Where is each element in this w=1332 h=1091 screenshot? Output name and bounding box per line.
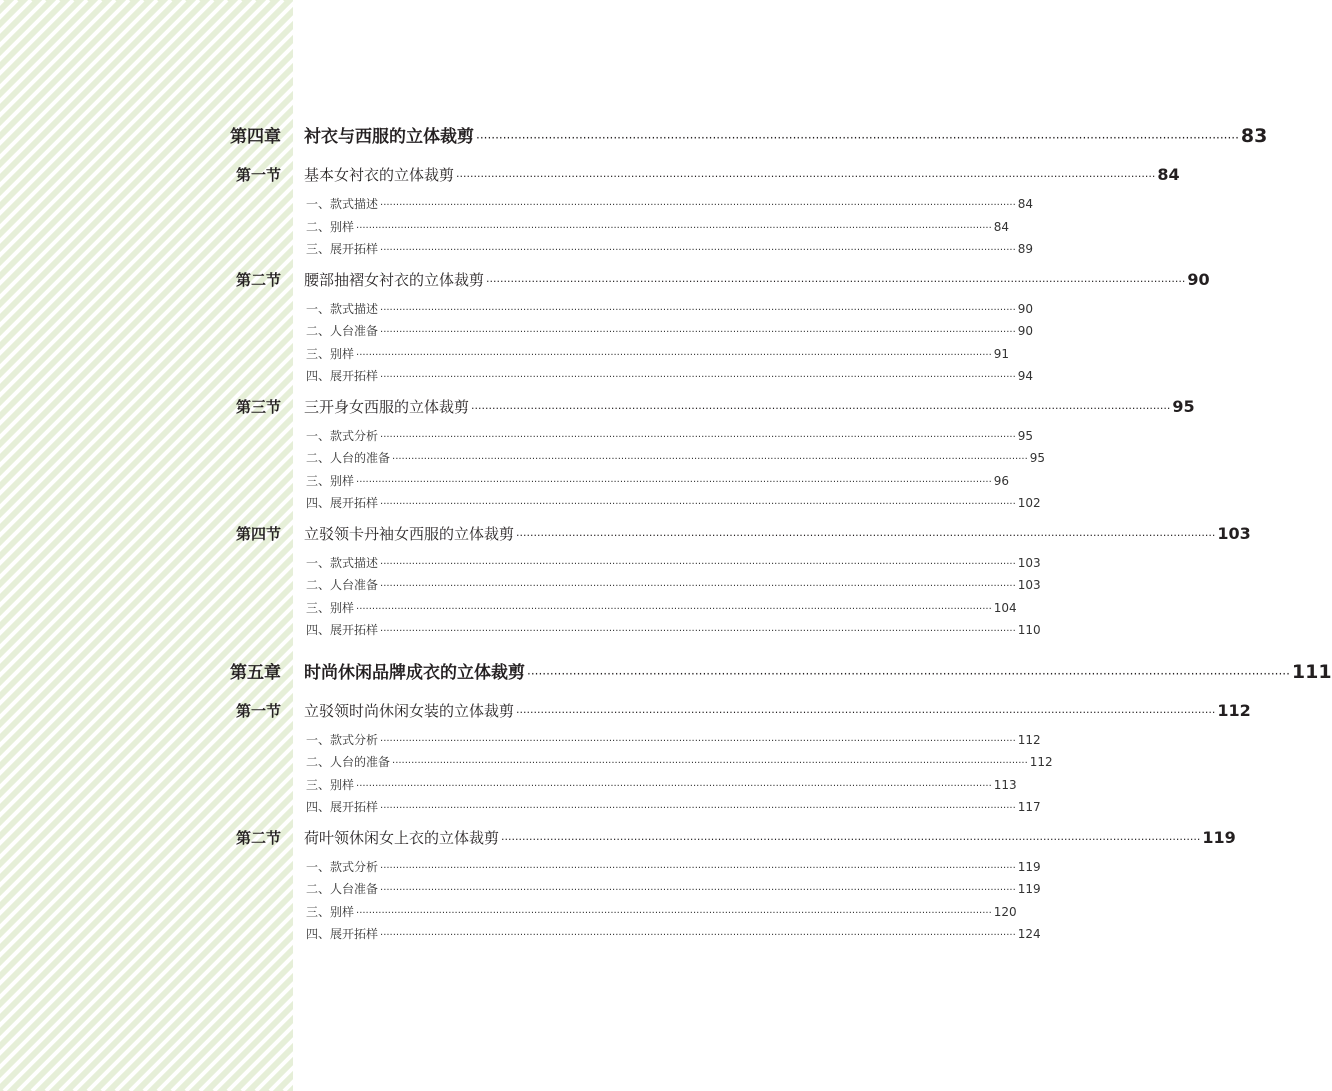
item-title: 一、款式分析 (306, 428, 379, 443)
dot-leader: ········································································································································································································ (380, 431, 1016, 443)
page-number: 84 (1157, 165, 1180, 184)
section-number: 第二节 (236, 270, 282, 289)
dot-leader: ········································································································································································································ (356, 603, 992, 615)
page-number: 103 (1017, 555, 1041, 570)
item-title: 二、人台准备 (306, 578, 379, 592)
dot-leader: ········································································································································································································ (380, 200, 1016, 211)
page-number: 111 (1291, 660, 1332, 683)
dot-leader: ········································································································································································································ (380, 327, 1016, 338)
page-number: 103 (1217, 523, 1251, 543)
item-title: 四、展开拓样 (306, 927, 379, 941)
toc-item-row[interactable] (306, 576, 1041, 593)
item-title: 三、别样 (306, 777, 355, 792)
section-title: 腰部抽褶女衬衣的立体裁剪 (304, 270, 485, 289)
toc-item-row[interactable] (306, 195, 1034, 212)
dot-leader: ········································································································································································································ (380, 245, 1016, 256)
toc-section-row[interactable] (236, 396, 1195, 417)
chapter-number: 第四章 (230, 127, 281, 147)
page-number: 104 (993, 600, 1017, 615)
toc-item-row[interactable] (306, 367, 1034, 384)
dot-leader: ········································································································································································································ (380, 558, 1016, 570)
dot-leader: ········································································································································································································ (356, 222, 992, 234)
toc-item-row[interactable] (306, 798, 1041, 815)
item-title: 一、款式描述 (306, 555, 379, 570)
dot-leader: ········································································································································································································ (516, 528, 1216, 542)
item-title: 四、展开拓样 (306, 623, 379, 637)
toc-item-row[interactable] (306, 300, 1034, 317)
dot-leader: ········································································································································································································ (380, 803, 1016, 814)
dot-leader: ········································································································································································································ (356, 907, 992, 919)
toc-item-row[interactable] (306, 345, 1010, 362)
item-title: 三、别样 (306, 473, 355, 488)
page-number: 102 (1017, 496, 1041, 510)
toc-item-row[interactable] (306, 776, 1017, 793)
dot-leader: ········································································································································································································ (380, 626, 1016, 637)
item-title: 一、款式分析 (306, 859, 379, 874)
page-number: 95 (1029, 451, 1046, 465)
dot-leader: ········································································································································································································ (392, 758, 1028, 769)
dot-leader: ········································································································································································································ (476, 131, 1239, 145)
page-number: 112 (1217, 700, 1251, 720)
toc-item-row[interactable] (306, 753, 1053, 770)
dot-leader: ········································································································································································································ (380, 885, 1016, 896)
dot-leader: ········································································································································································································ (356, 349, 992, 361)
page-number: 103 (1017, 578, 1041, 592)
dot-leader: ········································································································································································································ (471, 401, 1171, 415)
section-number: 第三节 (236, 397, 282, 416)
page-number: 89 (1017, 242, 1034, 256)
toc-section-row[interactable] (236, 827, 1236, 848)
section-title: 基本女衬衣的立体裁剪 (304, 166, 455, 184)
dot-leader: ········································································································································································································ (356, 780, 992, 792)
dot-leader: ········································································································································································································ (380, 862, 1016, 874)
toc-item-row[interactable] (306, 218, 1010, 235)
chapter-title: 时尚休闲品牌成衣的立体裁剪 (304, 662, 525, 683)
item-title: 四、展开拓样 (306, 496, 379, 510)
page-number: 112 (1017, 732, 1041, 747)
dot-leader: ········································································································································································································ (380, 304, 1016, 316)
item-title: 二、别样 (306, 219, 355, 234)
toc-item-row[interactable] (306, 449, 1046, 466)
item-title: 四、展开拓样 (306, 800, 379, 814)
section-title: 立驳领时尚休闲女装的立体裁剪 (304, 701, 515, 720)
section-number: 第一节 (236, 701, 282, 720)
chapter-number: 第五章 (230, 662, 281, 683)
section-title: 荷叶领休闲女上衣的立体裁剪 (304, 828, 500, 847)
page-number: 119 (1017, 882, 1041, 896)
dot-leader: ········································································································································································································ (380, 735, 1016, 747)
page-number: 120 (993, 904, 1017, 919)
toc-item-row[interactable] (306, 599, 1017, 616)
page-number: 94 (1017, 369, 1034, 383)
dot-leader: ········································································································································································································ (380, 372, 1016, 383)
page-number: 95 (1017, 428, 1034, 443)
page-number: 90 (1187, 269, 1210, 289)
section-title: 三开身女西服的立体裁剪 (304, 397, 470, 416)
toc-section-row[interactable] (236, 523, 1251, 544)
toc-section-row[interactable] (236, 269, 1210, 290)
dot-leader: ········································································································································································································ (392, 454, 1028, 465)
page-number: 110 (1017, 623, 1041, 637)
section-number: 第二节 (236, 828, 282, 847)
item-title: 一、款式描述 (306, 197, 379, 211)
item-title: 三、别样 (306, 904, 355, 919)
toc-item-row[interactable] (306, 621, 1041, 638)
page-number: 112 (1029, 755, 1053, 769)
page-number: 113 (993, 777, 1017, 792)
page-number: 117 (1017, 800, 1041, 814)
toc-item-row[interactable] (306, 925, 1041, 942)
toc-item-row[interactable] (306, 427, 1034, 444)
page-number: 90 (1017, 324, 1034, 338)
dot-leader: ········································································································································································································ (356, 476, 992, 488)
page-number: 95 (1172, 396, 1195, 416)
toc-chapter-row[interactable] (230, 122, 1268, 147)
item-title: 二、人台的准备 (306, 451, 391, 465)
item-title: 四、展开拓样 (306, 369, 379, 383)
page-number: 124 (1017, 927, 1041, 941)
page-number: 91 (993, 346, 1010, 361)
item-title: 三、别样 (306, 600, 355, 615)
item-title: 三、别样 (306, 346, 355, 361)
page-number: 119 (1017, 859, 1041, 874)
dot-leader: ········································································································································································································ (501, 832, 1201, 846)
page-number: 84 (1017, 197, 1034, 211)
page-number: 83 (1240, 125, 1268, 147)
toc-item-row[interactable] (306, 554, 1041, 571)
toc-item-row[interactable] (306, 494, 1041, 511)
toc-item-row[interactable] (306, 880, 1041, 897)
toc-item-row[interactable] (306, 322, 1034, 339)
item-title: 二、人台准备 (306, 324, 379, 338)
toc-item-row[interactable] (306, 731, 1041, 748)
section-number: 第一节 (236, 166, 282, 184)
toc-chapter-row[interactable] (230, 658, 1332, 683)
toc-section-row[interactable] (236, 164, 1180, 185)
dot-leader: ········································································································································································································ (380, 930, 1016, 941)
toc-item-row[interactable] (306, 472, 1010, 489)
item-title: 二、人台准备 (306, 882, 379, 896)
dot-leader: ········································································································································································································ (527, 666, 1290, 681)
item-title: 一、款式描述 (306, 301, 379, 316)
page-number: 90 (1017, 301, 1034, 316)
item-title: 一、款式分析 (306, 732, 379, 747)
dot-leader: ········································································································································································································ (486, 274, 1186, 288)
page-number: 84 (993, 219, 1010, 234)
toc-item-row[interactable] (306, 858, 1041, 875)
page-number: 119 (1202, 827, 1236, 847)
item-title: 三、展开拓样 (306, 242, 379, 256)
item-title: 二、人台的准备 (306, 755, 391, 769)
page-number: 96 (993, 473, 1010, 488)
dot-leader: ········································································································································································································ (380, 581, 1016, 592)
toc-item-row[interactable] (306, 240, 1034, 257)
dot-leader: ········································································································································································································ (516, 705, 1216, 719)
toc-section-row[interactable] (236, 700, 1251, 721)
section-title: 立驳领卡丹袖女西服的立体裁剪 (304, 524, 515, 543)
toc-item-row[interactable] (306, 903, 1017, 920)
chapter-title: 衬衣与西服的立体裁剪 (304, 127, 474, 147)
dot-leader: ········································································································································································································ (456, 170, 1156, 183)
dot-leader: ········································································································································································································ (380, 499, 1016, 510)
section-number: 第四节 (236, 524, 282, 543)
